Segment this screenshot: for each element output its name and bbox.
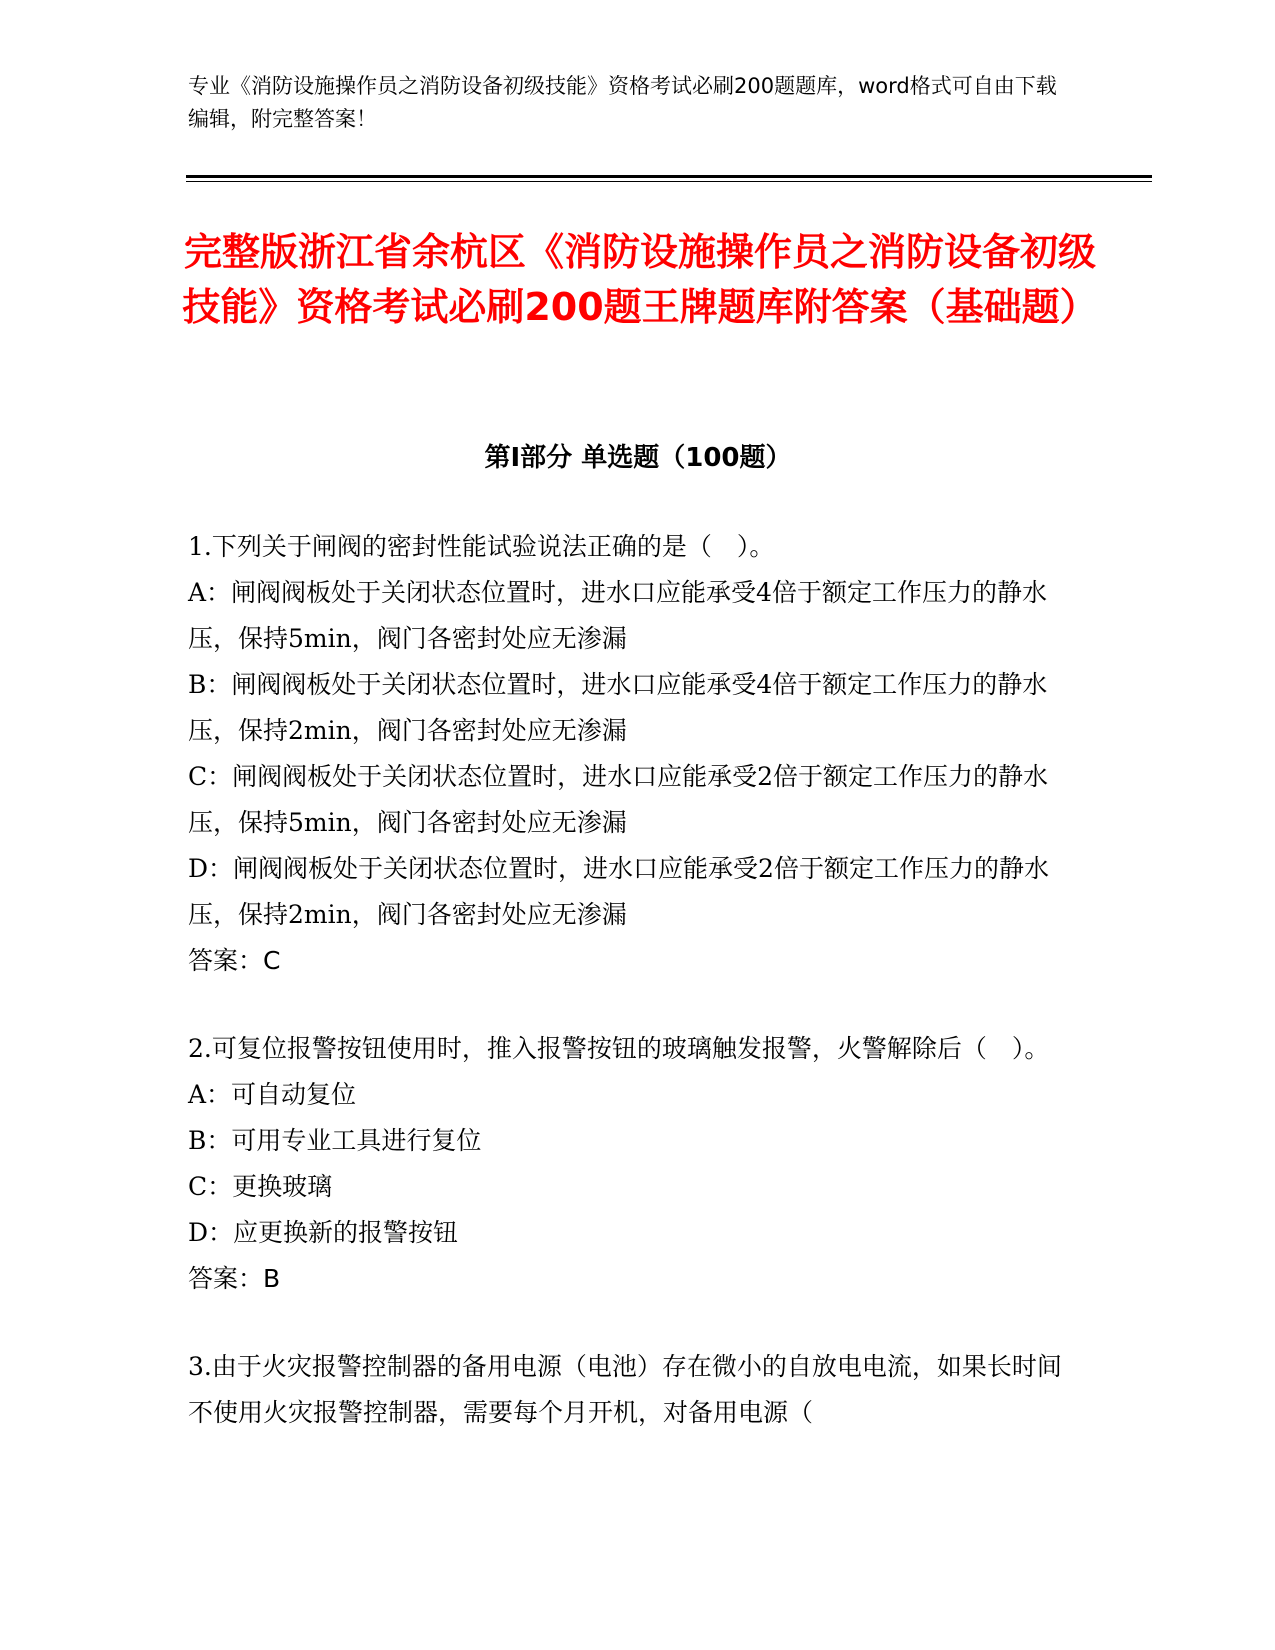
question-list	[188, 524, 1068, 1478]
option-d: D：闸阀阀板处于关闭状态位置时，进水口应能承受2倍于额定工作压力的静水压，保持2min，阀门各密封处应无渗漏	[188, 854, 1049, 929]
option-b: B：闸阀阀板处于关闭状态位置时，进水口应能承受4倍于额定工作压力的静水压，保持2min，阀门各密封处应无渗漏	[188, 670, 1048, 745]
question-3	[188, 1344, 1068, 1436]
option-d: D：应更换新的报警按钮	[188, 1218, 459, 1247]
question-1	[188, 524, 1068, 984]
header-divider-thick	[186, 175, 1152, 178]
question-stem: 3.由于火灾报警控制器的备用电源（电池）存在微小的自放电电流，如果长时间不使用火灾报警控制器，需要每个月开机，对备用电源（	[188, 1352, 1062, 1427]
option-c: C：更换玻璃	[188, 1172, 333, 1201]
answer: 答案：B	[188, 1264, 281, 1293]
question-stem: 1.下列关于闸阀的密封性能试验说法正确的是（ ）。	[188, 532, 775, 561]
question-stem: 2.可复位报警按钮使用时，推入报警按钮的玻璃触发报警，火警解除后（ ）。	[188, 1034, 1050, 1063]
header-note: 专业《消防设施操作员之消防设备初级技能》资格考试必刷200题题库，word格式可自由下载编辑，附完整答案！	[188, 74, 1057, 131]
option-a: A：可自动复位	[188, 1080, 357, 1109]
header-divider-thin	[186, 181, 1152, 182]
answer: 答案：C	[188, 946, 281, 975]
option-c: C：闸阀阀板处于关闭状态位置时，进水口应能承受2倍于额定工作压力的静水压，保持5min，阀门各密封处应无渗漏	[188, 762, 1049, 837]
document-title: 完整版浙江省余杭区《消防设施操作员之消防设备初级技能》资格考试必刷200题王牌题库附答案（基础题）	[182, 230, 1098, 329]
section-title: 第Ⅰ部分 单选题（100题）	[484, 443, 792, 473]
option-a: A：闸阀阀板处于关闭状态位置时，进水口应能承受4倍于额定工作压力的静水压，保持5min，阀门各密封处应无渗漏	[188, 578, 1047, 653]
question-2	[188, 1026, 1068, 1302]
option-b: B：可用专业工具进行复位	[188, 1126, 482, 1155]
